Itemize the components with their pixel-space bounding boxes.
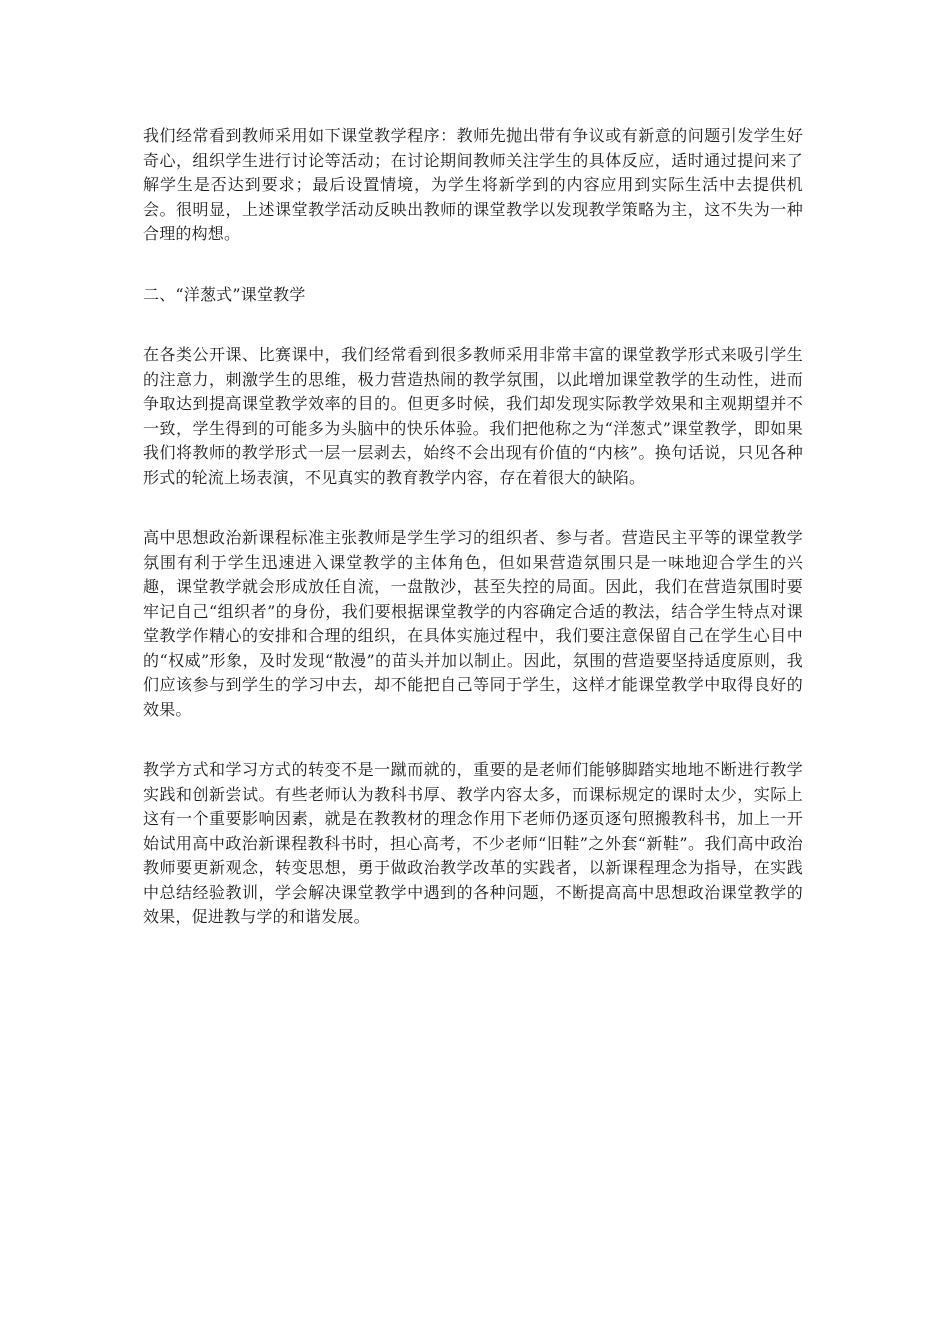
document-body <box>143 124 803 966</box>
section-heading: 二、“洋葱式”课堂教学 <box>143 284 306 304</box>
paragraph-onion-teaching: 在各类公开课、比赛课中，我们经常看到很多教师采用非常丰富的课堂教学形式来吸引学生的注意力，刺激学生的思维，极力营造热闹的教学氛围，以此增加课堂教学的生动性，进而争取达到提高课堂教学效率的目的。但更多时候，我们却发现实际教学效果和主观期望并不一致，学生得到的可能多为头脑中的快乐体验。我们把他称之为“洋葱式”课堂教学，即如果我们将教师的教学形式一层一层剥去，始终不会出现有价值的“内核”。换句话说，只见各种形式的轮流上场表演，不见真实的教育教学内容，存在着很大的缺陷。 <box>143 345 803 487</box>
paragraph-intro: 我们经常看到教师采用如下课堂教学程序：教师先抛出带有争议或有新意的问题引发学生好奇心，组织学生进行讨论等活动；在讨论期间教师关注学生的具体反应，适时通过提问来了解学生是否达到要求；最后设置情境，为学生将新学到的内容应用到实际生活中去提供机会。很明显，上述课堂教学活动反映出教师的课堂教学以发现教学策略为主，这不失为一种合理的构想。 <box>143 126 803 243</box>
paragraph-teaching-reform: 教学方式和学习方式的转变不是一蹴而就的，重要的是老师们能够脚踏实地地不断进行教学实践和创新尝试。有些老师认为教科书厚、教学内容太多，而课标规定的课时太少，实际上这有一个重要影响因素，就是在教教材的理念作用下老师仍逐页逐句照搬教科书，加上一开始试用高中政治新课程教科书时，担心高考，不少老师“旧鞋”之外套“新鞋”。我们高中政治教师要更新观念，转变思想，勇于做政治教学改革的实践者，以新课程理念为指导，在实践中总结经验教训，学会解决课堂教学中遇到的各种问题，不断提高高中思想政治课堂教学的效果，促进教与学的和谐发展。 <box>143 760 803 926</box>
paragraph-organizer-role: 高中思想政治新课程标准主张教师是学生学习的组织者、参与者。营造民主平等的课堂教学氛围有利于学生迅速进入课堂教学的主体角色，但如果营造氛围只是一味地迎合学生的兴趣，课堂教学就会形成放任自流，一盘散沙，甚至失控的局面。因此，我们在营造氛围时要牢记自己“组织者”的身份，我们要根据课堂教学的内容确定合适的教法，结合学生特点对课堂教学作精心的安排和合理的组织，在具体实施过程中，我们要注意保留自己在学生心目中的“权威”形象，及时发现“散漫”的苗头并加以制止。因此，氛围的营造要坚持适度原则，我们应该参与到学生的学习中去，却不能把自己等同于学生，这样才能课堂教学中取得良好的效果。 <box>143 528 803 719</box>
